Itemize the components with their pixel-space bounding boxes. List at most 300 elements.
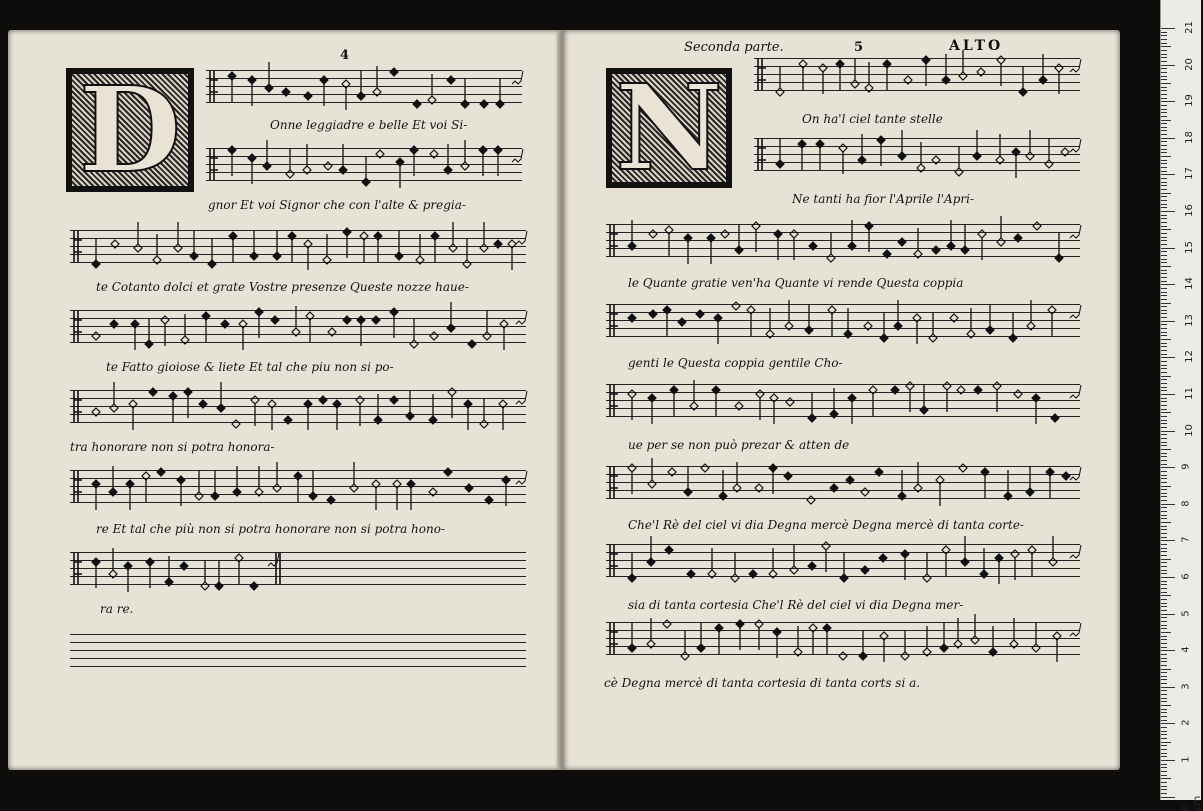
note	[649, 230, 657, 238]
ruler-minor-tick	[1161, 61, 1167, 62]
ruler-minor-tick	[1161, 507, 1167, 508]
music-staff	[606, 224, 1080, 262]
music-staff	[70, 634, 526, 672]
ruler-tick	[1161, 540, 1175, 541]
lyric-line: Che'l Rè del ciel vi dia Degna mercè Degna mercè di tanta corte-	[628, 518, 1024, 532]
note	[770, 394, 778, 424]
note	[248, 76, 256, 106]
note	[502, 476, 510, 506]
note	[184, 388, 192, 418]
ruler-minor-tick	[1161, 141, 1167, 142]
ruler-minor-tick	[1161, 120, 1171, 121]
note	[1027, 300, 1035, 330]
note	[846, 476, 854, 484]
note	[309, 470, 317, 500]
ruler-minor-tick	[1161, 68, 1167, 69]
note	[142, 472, 150, 502]
note	[954, 618, 962, 648]
ruler-minor-tick	[1161, 94, 1167, 95]
note	[1053, 632, 1061, 662]
ruler-minor-tick	[1161, 548, 1167, 549]
note	[809, 624, 817, 654]
ruler-minor-tick	[1161, 778, 1171, 779]
note	[1026, 130, 1034, 160]
note	[229, 232, 237, 262]
ruler-minor-tick	[1161, 372, 1167, 373]
note	[707, 234, 715, 264]
ruler-minor-tick	[1161, 240, 1167, 241]
ruler-minor-tick	[1161, 222, 1167, 223]
custos-mark	[1070, 385, 1081, 398]
note	[808, 392, 816, 422]
clef-mark	[610, 622, 618, 654]
ruler-minor-tick	[1161, 310, 1167, 311]
ruler-minor-tick	[1161, 229, 1171, 230]
ruler-tick	[1161, 614, 1175, 615]
lyric-line: Onne leggiadre e belle Et voi Si-	[270, 118, 468, 132]
note	[799, 60, 807, 90]
initial-letter: N	[615, 58, 723, 197]
lyric-line: On ha'l ciel tante stelle	[802, 112, 943, 126]
ruler-minor-tick	[1161, 749, 1167, 750]
staff-line	[70, 666, 526, 667]
ruler-minor-tick	[1161, 460, 1167, 461]
note	[1011, 550, 1019, 580]
note	[228, 72, 236, 102]
note	[250, 582, 258, 590]
ruler-label: 12	[1183, 350, 1195, 364]
ruler-minor-tick	[1161, 595, 1171, 596]
ruler-minor-tick	[1161, 676, 1167, 677]
note	[880, 312, 888, 342]
ruler-label: 8	[1180, 500, 1192, 507]
music-staff	[70, 390, 526, 428]
note	[374, 232, 382, 262]
note	[955, 146, 963, 176]
ruler-minor-tick	[1161, 90, 1167, 91]
ruler-minor-tick	[1161, 292, 1167, 293]
custos-mark	[1070, 623, 1081, 636]
ruler-minor-tick	[1161, 387, 1167, 388]
note	[109, 548, 117, 578]
note	[830, 388, 838, 418]
ruler-minor-tick	[1161, 365, 1167, 366]
ruler-minor-tick	[1161, 518, 1167, 519]
note	[343, 316, 351, 324]
ruler-label: 21	[1183, 21, 1195, 34]
music-staff	[70, 470, 526, 508]
note	[92, 480, 100, 510]
ruler-minor-tick	[1161, 127, 1167, 128]
note	[769, 548, 777, 578]
ruler-minor-tick	[1161, 123, 1167, 124]
ruler-minor-tick	[1161, 43, 1167, 44]
note	[883, 250, 891, 258]
ruler-minor-tick	[1161, 599, 1167, 600]
note	[830, 484, 838, 492]
note	[232, 420, 240, 428]
note	[449, 222, 457, 252]
ruler-minor-tick	[1161, 130, 1167, 131]
note	[190, 230, 198, 260]
ruler-minor-tick	[1161, 522, 1171, 523]
note	[712, 386, 720, 416]
ruler-minor-tick	[1161, 434, 1167, 435]
ruler-minor-tick	[1161, 679, 1167, 680]
decorated-initial-n	[606, 58, 732, 197]
ruler-minor-tick	[1161, 273, 1167, 274]
note	[865, 222, 873, 252]
ruler-minor-tick	[1161, 200, 1167, 201]
note	[248, 154, 256, 184]
note	[304, 240, 312, 270]
note	[995, 554, 1003, 584]
custos-mark	[1070, 59, 1081, 72]
note	[649, 310, 657, 318]
ruler-minor-tick	[1161, 551, 1167, 552]
note	[776, 66, 784, 96]
ruler-minor-tick	[1161, 442, 1167, 443]
note	[864, 322, 872, 330]
ruler-tick	[1161, 284, 1175, 285]
music-staff	[754, 138, 1080, 176]
note	[1014, 234, 1022, 242]
note	[410, 318, 418, 348]
staff-notes	[206, 148, 522, 188]
ruler-minor-tick	[1161, 72, 1167, 73]
note	[374, 394, 382, 424]
note	[319, 396, 327, 404]
ruler-label: 4	[1180, 646, 1192, 653]
ruler-minor-tick	[1161, 288, 1167, 289]
note	[861, 566, 869, 574]
staff-line	[70, 658, 526, 659]
note	[444, 468, 452, 476]
note	[496, 78, 504, 108]
ruler-minor-tick	[1161, 690, 1167, 691]
note	[836, 60, 844, 90]
note	[913, 314, 921, 344]
note	[721, 230, 729, 238]
ruler-label: 0 cm	[1181, 795, 1203, 811]
music-staff	[606, 544, 1080, 582]
clef-mark	[210, 148, 218, 180]
note	[914, 228, 922, 258]
staff-notes	[606, 544, 1080, 584]
ruler-minor-tick	[1161, 705, 1171, 706]
custos-mark	[268, 553, 279, 566]
ruler-minor-tick	[1161, 54, 1167, 55]
note	[372, 480, 380, 510]
ruler-minor-tick	[1161, 343, 1167, 344]
note	[678, 318, 686, 326]
note	[749, 570, 757, 578]
note	[202, 312, 210, 342]
note	[169, 392, 177, 422]
ruler-minor-tick	[1161, 537, 1167, 538]
note	[356, 396, 364, 426]
note	[961, 224, 969, 254]
note	[447, 76, 455, 84]
ruler-tick	[1161, 248, 1175, 249]
note	[839, 144, 847, 174]
clef-mark	[74, 230, 82, 262]
note	[715, 624, 723, 654]
note	[1062, 472, 1070, 480]
note	[153, 234, 161, 264]
note	[670, 386, 678, 416]
ruler-minor-tick	[1161, 251, 1167, 252]
note	[790, 230, 798, 260]
ruler-tick	[1161, 687, 1175, 688]
note	[376, 150, 384, 158]
right-page	[564, 30, 1120, 770]
note	[429, 488, 437, 496]
staff-notes	[70, 552, 526, 592]
ruler-minor-tick	[1161, 701, 1167, 702]
ruler-tick	[1161, 723, 1175, 724]
note	[429, 394, 437, 424]
ruler-minor-tick	[1161, 603, 1167, 604]
note	[980, 548, 988, 578]
note	[396, 158, 404, 188]
clef-mark	[758, 138, 766, 170]
clef-mark	[74, 390, 82, 422]
note	[967, 308, 975, 338]
ruler-minor-tick	[1161, 475, 1167, 476]
ruler-minor-tick	[1161, 588, 1167, 589]
staff-notes	[70, 310, 526, 350]
ruler-label: 16	[1183, 204, 1195, 217]
decorated-initial-d	[66, 60, 194, 199]
note	[974, 386, 982, 394]
note	[735, 224, 743, 254]
note	[756, 390, 764, 420]
note	[1009, 312, 1017, 342]
lyric-line: re Et tal che più non si potra honorare non si potra hono-	[96, 522, 445, 536]
note	[92, 332, 100, 340]
ruler-minor-tick	[1161, 109, 1167, 110]
ruler-minor-tick	[1161, 306, 1167, 307]
note	[997, 56, 1005, 86]
note	[981, 468, 989, 498]
lyric-line: Ne tanti ha fior l'Aprile l'Apri-	[792, 192, 974, 206]
note	[265, 62, 273, 92]
note	[199, 400, 207, 408]
note	[1032, 622, 1040, 652]
ruler-minor-tick	[1161, 317, 1167, 318]
ruler-minor-tick	[1161, 453, 1167, 454]
ruler-minor-tick	[1161, 464, 1167, 465]
staff-notes	[70, 230, 526, 270]
ruler-tick	[1161, 504, 1175, 505]
note	[993, 382, 1001, 412]
ruler-minor-tick	[1161, 87, 1167, 88]
ruler-minor-tick	[1161, 529, 1167, 530]
clef-mark	[610, 466, 618, 498]
ruler-minor-tick	[1161, 182, 1167, 183]
note	[251, 396, 259, 426]
note	[390, 396, 398, 404]
ruler-tick	[1161, 577, 1175, 578]
note	[665, 226, 673, 256]
note	[923, 552, 931, 582]
note	[461, 78, 469, 108]
note	[479, 146, 487, 176]
note	[239, 320, 247, 350]
ruler-minor-tick	[1161, 632, 1171, 633]
ruler-minor-tick	[1161, 427, 1167, 428]
note	[284, 416, 292, 424]
note	[416, 234, 424, 264]
ruler-tick	[1161, 211, 1175, 212]
ruler-label: 17	[1183, 167, 1195, 181]
note	[922, 56, 930, 86]
note	[807, 496, 815, 504]
note	[732, 302, 740, 310]
lyric-line: genti le Questa coppia gentile Cho-	[628, 356, 843, 370]
ruler-minor-tick	[1161, 313, 1167, 314]
note	[268, 400, 276, 430]
note	[940, 622, 948, 652]
note	[110, 382, 118, 412]
note	[372, 316, 380, 324]
ruler-minor-tick	[1161, 566, 1167, 567]
note	[696, 310, 704, 318]
lyric-line: sia di tanta cortesia Che'l Rè del ciel vi dia Degna mer-	[628, 598, 964, 612]
note	[943, 382, 951, 412]
ruler-minor-tick	[1161, 709, 1167, 710]
ruler-tick	[1161, 760, 1175, 761]
ruler-minor-tick	[1161, 204, 1167, 205]
ruler-minor-tick	[1161, 731, 1167, 732]
ruler-minor-tick	[1161, 281, 1167, 282]
ruler-minor-tick	[1161, 738, 1167, 739]
clef-mark	[758, 58, 766, 90]
note	[848, 220, 856, 250]
note	[891, 386, 899, 394]
note	[92, 558, 100, 588]
note	[959, 50, 967, 80]
note	[697, 622, 705, 652]
note	[494, 146, 502, 176]
ruler-minor-tick	[1161, 160, 1167, 161]
note	[233, 466, 241, 496]
note	[858, 134, 866, 164]
note	[1032, 394, 1040, 424]
note	[201, 560, 209, 590]
note	[898, 130, 906, 160]
note	[869, 386, 877, 416]
note	[942, 54, 950, 84]
note	[430, 332, 438, 340]
ruler-minor-tick	[1161, 727, 1167, 728]
ruler-minor-tick	[1161, 335, 1167, 336]
ruler-minor-tick	[1161, 445, 1167, 446]
ruler-minor-tick	[1161, 544, 1167, 545]
music-staff	[606, 622, 1080, 660]
ruler-minor-tick	[1161, 716, 1167, 717]
music-staff	[70, 310, 526, 348]
note	[250, 230, 258, 260]
ruler-tick	[1161, 357, 1175, 358]
ruler-minor-tick	[1161, 152, 1167, 153]
lyric-line: gnor Et voi Signor che con l'alte & pregia-	[208, 198, 466, 212]
note	[217, 382, 225, 412]
staff-notes	[754, 58, 1080, 98]
note	[827, 232, 835, 262]
note	[957, 386, 965, 394]
note	[131, 320, 139, 350]
note	[735, 402, 743, 410]
staff-notes	[70, 470, 526, 510]
ruler-minor-tick	[1161, 383, 1167, 384]
note	[208, 238, 216, 268]
ruler-tick	[1161, 321, 1175, 322]
note	[929, 312, 937, 342]
note	[851, 58, 859, 88]
note	[465, 484, 473, 492]
note	[755, 620, 763, 650]
note	[235, 554, 243, 584]
ruler-minor-tick	[1161, 332, 1167, 333]
ruler-minor-tick	[1161, 500, 1167, 501]
note	[480, 100, 488, 108]
custos-mark	[1070, 225, 1081, 238]
note	[684, 466, 692, 496]
note	[816, 140, 824, 170]
note	[373, 66, 381, 96]
custos-mark	[1070, 467, 1081, 480]
custos-mark	[516, 391, 527, 404]
ruler-minor-tick	[1161, 423, 1167, 424]
note	[844, 308, 852, 338]
note	[880, 632, 888, 662]
ruler-minor-tick	[1161, 189, 1167, 190]
ruler-minor-tick	[1161, 167, 1167, 168]
note	[947, 220, 955, 250]
note	[273, 230, 281, 260]
ruler-label: 10	[1183, 423, 1195, 437]
note	[324, 162, 332, 170]
note	[828, 306, 836, 336]
ruler-minor-tick	[1161, 482, 1167, 483]
music-staff	[70, 552, 526, 590]
staff-notes	[606, 224, 1080, 264]
clef-mark	[74, 470, 82, 502]
note	[708, 548, 716, 578]
ruler-minor-tick	[1161, 76, 1167, 77]
music-staff	[70, 230, 526, 268]
ruler-minor-tick	[1161, 617, 1167, 618]
clef-mark	[74, 552, 82, 584]
ruler-minor-tick	[1161, 416, 1167, 417]
ruler-minor-tick	[1161, 456, 1167, 457]
ruler-minor-tick	[1161, 515, 1167, 516]
ruler-minor-tick	[1161, 449, 1171, 450]
note	[898, 470, 906, 500]
ruler-minor-tick	[1161, 409, 1167, 410]
lyric-line: ue per se non può prezar & atten de	[628, 438, 850, 452]
note	[776, 138, 784, 168]
ruler-minor-tick	[1161, 720, 1167, 721]
note	[255, 308, 263, 338]
note	[736, 620, 744, 650]
note	[413, 100, 421, 108]
note	[306, 312, 314, 342]
note	[342, 80, 350, 110]
note	[755, 484, 763, 492]
